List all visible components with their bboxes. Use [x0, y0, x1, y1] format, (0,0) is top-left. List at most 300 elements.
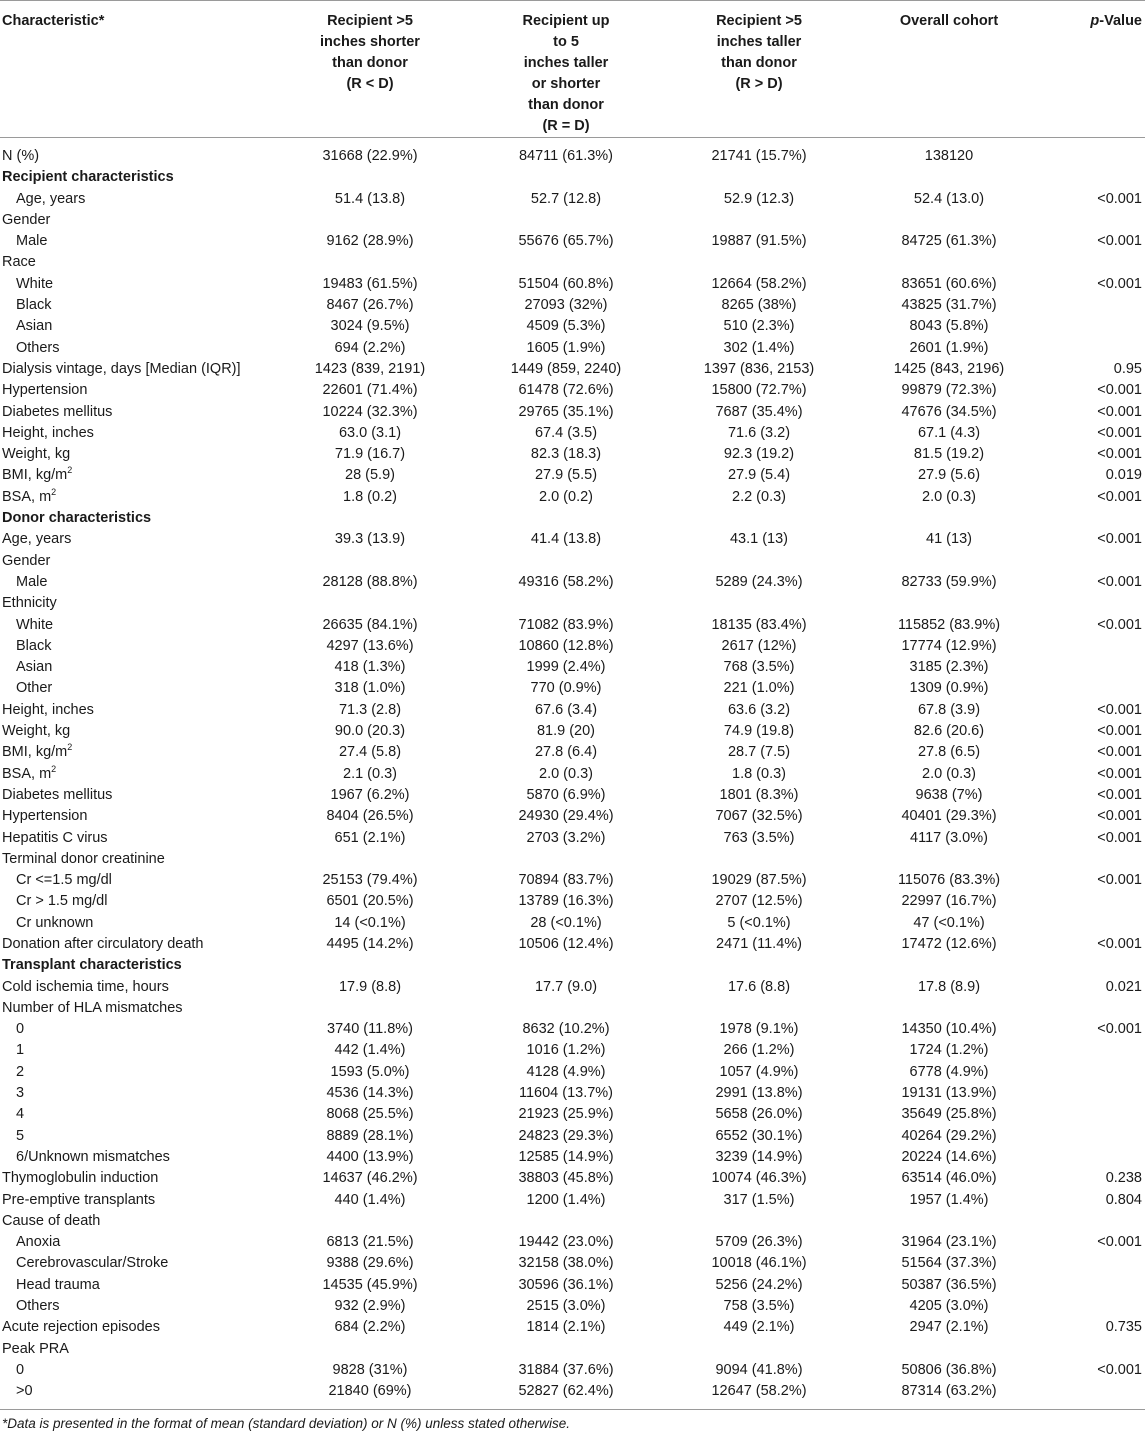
table-row	[0, 231, 1145, 252]
section-title: Transplant characteristics	[2, 957, 182, 974]
row-label: Thymoglobulin induction	[2, 1170, 159, 1187]
cell-recipient-similar: 84711 (61.3%)	[518, 148, 614, 164]
cell-recipient-taller: 5709 (26.3%)	[715, 1234, 803, 1251]
row-label: 0	[16, 1021, 25, 1038]
row-label: Age, years	[16, 190, 86, 207]
cell-overall-cohort: 27.9 (5.6)	[917, 467, 981, 484]
cell-overall-cohort	[854, 1211, 1044, 1232]
cell-recipient-taller: 7687 (35.4%)	[715, 403, 803, 420]
cell-p-value	[1044, 1062, 1145, 1083]
cell-overall-cohort: 50387 (36.5%)	[901, 1276, 997, 1293]
cell-overall-cohort: 6778 (4.9%)	[909, 1063, 989, 1080]
cell-recipient-shorter: 31668 (22.9%)	[322, 148, 418, 164]
header-overall-cohort: Overall cohort	[854, 1, 1044, 138]
table-row	[0, 465, 1145, 486]
row-label: Others	[16, 1298, 60, 1315]
cell-p-value	[1044, 1253, 1145, 1274]
cell-recipient-shorter: 9162 (28.9%)	[326, 233, 414, 250]
cell-overall-cohort: 2.0 (0.3)	[922, 488, 976, 505]
table-row	[0, 338, 1145, 359]
cell-recipient-taller: 5289 (24.3%)	[715, 573, 803, 590]
table-row	[0, 998, 1145, 1019]
cell-recipient-similar	[468, 849, 664, 870]
cell-overall-cohort	[854, 210, 1044, 231]
table-row	[0, 636, 1145, 657]
cell-recipient-shorter: 4495 (14.2%)	[326, 935, 414, 952]
cell-recipient-similar: 1999 (2.4%)	[526, 659, 606, 676]
cell-p-value: <0.001	[1097, 616, 1142, 633]
table-row	[0, 1062, 1145, 1083]
cell-recipient-similar	[468, 252, 664, 273]
cell-recipient-shorter: 71.3 (2.8)	[338, 701, 402, 718]
cell-recipient-taller: 221 (1.0%)	[723, 680, 795, 697]
row-label: 0	[16, 1361, 25, 1378]
cell-recipient-taller	[664, 849, 854, 870]
cell-overall-cohort	[854, 1339, 1044, 1360]
cell-recipient-shorter	[272, 1211, 468, 1232]
cell-overall-cohort: 9638 (7%)	[915, 786, 983, 803]
cell-recipient-similar: 19442 (23.0%)	[518, 1234, 614, 1251]
cell-recipient-similar: 2703 (3.2%)	[526, 829, 606, 846]
cell-recipient-taller: 510 (2.3%)	[723, 318, 795, 335]
cell-p-value	[1044, 636, 1145, 657]
cell-overall-cohort: 43825 (31.7%)	[901, 297, 997, 314]
cell-recipient-taller: 2991 (13.8%)	[715, 1085, 803, 1102]
cell-recipient-shorter: 932 (2.9%)	[334, 1298, 406, 1315]
row-label: BSA, $m^2$	[2, 763, 57, 782]
row-label: Donation after circulatory death	[2, 935, 204, 952]
cell-recipient-taller: 1978 (9.1%)	[719, 1021, 799, 1038]
cell-p-value: <0.001	[1097, 403, 1142, 420]
table-row	[0, 1339, 1145, 1360]
cell-recipient-taller: 302 (1.4%)	[723, 339, 795, 356]
cell-recipient-shorter: 8467 (26.7%)	[326, 297, 414, 314]
cell-recipient-taller: 5658 (26.0%)	[715, 1106, 803, 1123]
row-label: Acute rejection episodes	[2, 1319, 160, 1336]
cell-recipient-taller: 92.3 (19.2)	[723, 446, 795, 463]
cell-overall-cohort: 35649 (25.8%)	[901, 1106, 997, 1123]
row-label: BSA, $m^2$	[2, 486, 57, 505]
cell-recipient-similar: 1605 (1.9%)	[526, 339, 606, 356]
table-row	[0, 828, 1145, 849]
cell-recipient-similar: 81.9 (20)	[536, 723, 596, 740]
row-label: Asian	[16, 659, 53, 676]
cell-recipient-shorter: 22601 (71.4%)	[322, 382, 418, 399]
row-label: Asian	[16, 318, 53, 335]
header-characteristic: Characteristic*	[0, 1, 272, 138]
cell-recipient-taller	[664, 1339, 854, 1360]
cell-recipient-shorter: 418 (1.3%)	[334, 659, 406, 676]
cell-recipient-similar: 2515 (3.0%)	[526, 1298, 606, 1315]
cell-p-value: <0.001	[1097, 1361, 1142, 1378]
cell-recipient-similar: 61478 (72.6%)	[518, 382, 614, 399]
row-label: Dialysis vintage, days [Median (IQR)]	[2, 360, 241, 377]
cell-overall-cohort: 47 (<0.1%)	[913, 914, 985, 931]
cell-recipient-shorter: 90.0 (20.3)	[334, 723, 406, 740]
cell-p-value: 0.804	[1105, 1191, 1142, 1208]
cell-recipient-taller	[664, 1211, 854, 1232]
cell-recipient-taller: 74.9 (19.8)	[723, 723, 795, 740]
cell-recipient-shorter: 9388 (29.6%)	[326, 1255, 414, 1272]
cell-p-value	[1044, 1211, 1145, 1232]
cell-overall-cohort	[854, 998, 1044, 1019]
cell-p-value	[1044, 1275, 1145, 1296]
cell-recipient-taller: 2617 (12%)	[721, 637, 797, 654]
cell-p-value: <0.001	[1097, 786, 1142, 803]
cell-recipient-shorter: 6501 (20.5%)	[326, 893, 414, 910]
cell-recipient-taller: 3239 (14.9%)	[715, 1148, 803, 1165]
cell-recipient-shorter	[272, 210, 468, 231]
cell-recipient-shorter: 28128 (88.8%)	[322, 573, 418, 590]
cell-recipient-similar: 1449 (859, 2240)	[510, 360, 622, 377]
table-row	[0, 742, 1145, 763]
row-label: Height, inches	[2, 424, 94, 441]
cell-recipient-shorter	[272, 252, 468, 273]
cell-recipient-shorter: 14535 (45.9%)	[322, 1276, 418, 1293]
cell-recipient-taller: 6552 (30.1%)	[715, 1127, 803, 1144]
row-label: 3	[16, 1085, 25, 1102]
table-row	[0, 487, 1145, 508]
cell-recipient-similar: 55676 (65.7%)	[518, 233, 614, 250]
cell-recipient-shorter: 694 (2.2%)	[334, 339, 406, 356]
cell-recipient-similar: 1200 (1.4%)	[526, 1191, 606, 1208]
cell-recipient-shorter: 10224 (32.3%)	[322, 403, 418, 420]
cell-p-value: 0.735	[1105, 1319, 1142, 1336]
cell-recipient-shorter	[272, 1339, 468, 1360]
row-label: N (%)	[2, 148, 40, 164]
section-header-row	[0, 955, 1145, 976]
cell-p-value: <0.001	[1097, 190, 1142, 207]
cell-recipient-shorter: 442 (1.4%)	[334, 1042, 406, 1059]
cell-recipient-taller: 43.1 (13)	[729, 531, 789, 548]
cell-p-value	[1044, 1296, 1145, 1317]
cell-overall-cohort: 3185 (2.3%)	[909, 659, 989, 676]
cell-p-value	[1044, 316, 1145, 337]
cell-overall-cohort: 40264 (29.2%)	[901, 1127, 997, 1144]
cell-recipient-similar: 1016 (1.2%)	[526, 1042, 606, 1059]
cell-recipient-taller: 28.7 (7.5)	[727, 744, 791, 761]
cell-overall-cohort: 87314 (63.2%)	[901, 1383, 997, 1400]
section-header-row	[0, 508, 1145, 529]
cell-p-value	[1044, 252, 1145, 273]
cell-recipient-similar: 29765 (35.1%)	[518, 403, 614, 420]
cell-overall-cohort: 81.5 (19.2)	[913, 446, 985, 463]
row-label: Cr > 1.5 mg/dl	[16, 893, 108, 910]
row-label: Cr <=1.5 mg/dl	[16, 872, 112, 889]
cell-recipient-shorter: 63.0 (3.1)	[338, 424, 402, 441]
cell-overall-cohort: 22997 (16.7%)	[901, 893, 997, 910]
table-header	[0, 1, 1145, 138]
cell-recipient-shorter: 4536 (14.3%)	[326, 1085, 414, 1102]
cell-recipient-similar: 11604 (13.7%)	[518, 1085, 614, 1102]
cell-overall-cohort: 84725 (61.3%)	[901, 233, 997, 250]
row-label: BMI, $kg/m^2$	[2, 465, 73, 484]
cell-recipient-similar: 52.7 (12.8)	[530, 190, 602, 207]
cell-recipient-similar: 49316 (58.2%)	[518, 573, 614, 590]
cell-overall-cohort: 50806 (36.8%)	[901, 1361, 997, 1378]
cell-overall-cohort: 82.6 (20.6)	[913, 723, 985, 740]
table-row	[0, 870, 1145, 891]
cell-p-value: <0.001	[1097, 382, 1142, 399]
cell-p-value	[1044, 210, 1145, 231]
cell-recipient-shorter: 9828 (31%)	[332, 1361, 408, 1378]
table-row	[0, 316, 1145, 337]
cell-p-value: <0.001	[1097, 1021, 1142, 1038]
cell-recipient-shorter: 4297 (13.6%)	[326, 637, 414, 654]
cell-p-value: <0.001	[1097, 1234, 1142, 1251]
table-row	[0, 913, 1145, 934]
header-recipient-taller: Recipient >5 inches taller than donor (R > D)	[664, 1, 854, 138]
cell-p-value	[1044, 338, 1145, 359]
cell-recipient-similar: 32158 (38.0%)	[518, 1255, 614, 1272]
cell-overall-cohort: 8043 (5.8%)	[909, 318, 989, 335]
cell-overall-cohort: 17774 (12.9%)	[901, 637, 997, 654]
table-row	[0, 572, 1145, 593]
cell-recipient-taller: 1397 (836, 2153)	[703, 360, 815, 377]
cell-overall-cohort: 83651 (60.6%)	[901, 275, 997, 292]
cell-recipient-similar: 70894 (83.7%)	[518, 872, 614, 889]
row-label: Diabetes mellitus	[2, 403, 113, 420]
cell-recipient-taller	[664, 210, 854, 231]
cell-recipient-similar: 24823 (29.3%)	[518, 1127, 614, 1144]
cell-recipient-similar	[468, 551, 664, 572]
cell-recipient-shorter: 21840 (69%)	[328, 1383, 412, 1400]
cell-overall-cohort: 67.1 (4.3)	[917, 424, 981, 441]
cell-p-value	[1044, 1083, 1145, 1104]
cell-overall-cohort	[854, 252, 1044, 273]
cell-p-value: <0.001	[1097, 424, 1142, 441]
cell-recipient-taller: 18135 (83.4%)	[711, 616, 807, 633]
cell-overall-cohort: 115852 (83.9%)	[897, 616, 1001, 633]
cell-recipient-similar	[468, 998, 664, 1019]
cell-recipient-similar: 10860 (12.8%)	[518, 637, 614, 654]
cell-recipient-shorter: 71.9 (16.7)	[334, 446, 406, 463]
cell-recipient-similar: 41.4 (13.8)	[530, 531, 602, 548]
table-row	[0, 657, 1145, 678]
cell-recipient-shorter: 651 (2.1%)	[334, 829, 406, 846]
table-row	[0, 700, 1145, 721]
row-label: Anoxia	[16, 1234, 61, 1251]
cell-recipient-similar: 5870 (6.9%)	[526, 786, 606, 803]
cell-recipient-taller: 15800 (72.7%)	[711, 382, 807, 399]
row-label: Peak PRA	[2, 1340, 69, 1357]
section-title: Donor characteristics	[2, 510, 152, 527]
row-label: 1	[16, 1042, 25, 1059]
table-row	[0, 1083, 1145, 1104]
header-p-value: p-Value	[1044, 1, 1145, 138]
cell-p-value: <0.001	[1097, 808, 1142, 825]
cell-overall-cohort: 20224 (14.6%)	[901, 1148, 997, 1165]
cell-p-value	[1044, 295, 1145, 316]
cell-p-value	[1044, 849, 1145, 870]
cell-overall-cohort: 82733 (59.9%)	[901, 573, 997, 590]
table-row	[0, 423, 1145, 444]
table-row	[0, 1147, 1145, 1168]
row-label: 4	[16, 1106, 25, 1123]
cell-recipient-similar: 17.7 (9.0)	[534, 978, 598, 995]
table-row	[0, 380, 1145, 401]
cell-recipient-similar: 51504 (60.8%)	[518, 275, 614, 292]
cell-recipient-similar: 1814 (2.1%)	[526, 1319, 606, 1336]
table-row	[0, 402, 1145, 423]
table-row	[0, 764, 1145, 785]
cell-p-value: <0.001	[1097, 233, 1142, 250]
cell-recipient-taller: 1801 (8.3%)	[719, 786, 799, 803]
table-row	[0, 1232, 1145, 1253]
table-row	[0, 359, 1145, 380]
row-label: Cold ischemia time, hours	[2, 978, 169, 995]
table-row	[0, 1019, 1145, 1040]
cell-recipient-shorter: 3024 (9.5%)	[330, 318, 410, 335]
row-label: BMI, $kg/m^2$	[2, 742, 73, 761]
row-label: Hypertension	[2, 808, 88, 825]
table-row	[0, 1381, 1145, 1408]
table-row	[0, 444, 1145, 465]
cell-overall-cohort: 2947 (2.1%)	[909, 1319, 989, 1336]
cell-recipient-taller: 10074 (46.3%)	[711, 1170, 807, 1187]
cell-recipient-shorter: 8404 (26.5%)	[326, 808, 414, 825]
cell-recipient-taller: 9094 (41.8%)	[715, 1361, 803, 1378]
cell-recipient-shorter: 39.3 (13.9)	[334, 531, 406, 548]
table-row	[0, 1104, 1145, 1125]
table-row	[0, 189, 1145, 210]
row-label: Terminal donor creatinine	[2, 850, 165, 867]
cell-p-value	[1044, 1040, 1145, 1061]
cell-overall-cohort: 1724 (1.2%)	[909, 1042, 989, 1059]
cell-overall-cohort: 4205 (3.0%)	[909, 1298, 989, 1315]
cell-p-value: <0.001	[1097, 488, 1142, 505]
cell-recipient-similar: 27093 (32%)	[524, 297, 608, 314]
cell-recipient-taller: 8265 (38%)	[721, 297, 797, 314]
cell-recipient-shorter	[272, 593, 468, 614]
cell-recipient-similar: 2.0 (0.2)	[539, 488, 593, 505]
cell-recipient-shorter: 3740 (11.8%)	[327, 1021, 413, 1038]
cell-overall-cohort: 17472 (12.6%)	[901, 935, 997, 952]
row-label: Others	[16, 339, 60, 356]
cell-overall-cohort: 41 (13)	[926, 531, 972, 548]
cell-recipient-similar: 27.9 (5.5)	[534, 467, 598, 484]
cell-p-value	[1044, 138, 1145, 168]
row-label: Cr unknown	[16, 914, 94, 931]
cell-p-value	[1044, 593, 1145, 614]
row-label: Head trauma	[16, 1276, 100, 1293]
cell-p-value	[1044, 678, 1145, 699]
cell-recipient-shorter: 14637 (46.2%)	[322, 1170, 418, 1187]
cell-recipient-taller: 2707 (12.5%)	[715, 893, 803, 910]
cell-recipient-similar: 8632 (10.2%)	[522, 1021, 610, 1038]
row-label: Gender	[2, 552, 51, 569]
cell-recipient-shorter: 19483 (61.5%)	[322, 275, 418, 292]
cell-recipient-taller: 1.8 (0.3)	[732, 765, 786, 782]
cell-recipient-shorter: 1967 (6.2%)	[330, 786, 410, 803]
table-row	[0, 806, 1145, 827]
cell-p-value: <0.001	[1097, 573, 1142, 590]
cell-p-value: <0.001	[1097, 531, 1142, 548]
cell-overall-cohort: 31964 (23.1%)	[901, 1234, 997, 1251]
cell-recipient-taller: 27.9 (5.4)	[727, 467, 791, 484]
row-label: Weight, kg	[2, 446, 71, 463]
table-row	[0, 295, 1145, 316]
row-label: 6/Unknown mismatches	[16, 1148, 170, 1165]
cell-overall-cohort: 51564 (37.3%)	[901, 1255, 997, 1272]
cell-overall-cohort	[854, 593, 1044, 614]
cell-recipient-similar: 24930 (29.4%)	[518, 808, 614, 825]
table-row	[0, 529, 1145, 550]
cell-recipient-shorter: 28 (5.9)	[345, 467, 395, 484]
cell-overall-cohort: 47676 (34.5%)	[901, 403, 997, 420]
cell-recipient-taller: 768 (3.5%)	[723, 659, 795, 676]
row-label: Weight, kg	[2, 723, 71, 740]
table-row	[0, 210, 1145, 231]
table-row	[0, 977, 1145, 998]
header-recipient-shorter: Recipient >5 inches shorter than donor (R < D)	[272, 1, 468, 138]
cell-p-value: <0.001	[1097, 872, 1142, 889]
table-row	[0, 1211, 1145, 1232]
cell-overall-cohort: 99879 (72.3%)	[901, 382, 997, 399]
cell-overall-cohort: 4117 (3.0%)	[910, 829, 988, 846]
cell-recipient-taller: 5256 (24.2%)	[715, 1276, 803, 1293]
table-row	[0, 785, 1145, 806]
cell-recipient-taller	[664, 998, 854, 1019]
cell-recipient-taller: 10018 (46.1%)	[711, 1255, 807, 1272]
cell-p-value	[1044, 1104, 1145, 1125]
row-label: Ethnicity	[2, 595, 57, 612]
cell-recipient-shorter: 25153 (79.4%)	[322, 872, 418, 889]
cell-recipient-taller: 7067 (32.5%)	[715, 808, 803, 825]
cell-p-value	[1044, 998, 1145, 1019]
cell-recipient-shorter: 17.9 (8.8)	[338, 978, 402, 995]
header-recipient-similar: Recipient up to 5 inches taller or shorter than donor (R = D)	[468, 1, 664, 138]
row-label: Cerebrovascular/Stroke	[16, 1255, 169, 1272]
table-row	[0, 1040, 1145, 1061]
cell-p-value	[1044, 1147, 1145, 1168]
table-row	[0, 615, 1145, 636]
cell-recipient-taller: 21741 (15.7%)	[711, 148, 807, 164]
table-row	[0, 1126, 1145, 1147]
cell-recipient-taller	[664, 252, 854, 273]
row-label: Gender	[2, 211, 51, 228]
cell-p-value: <0.001	[1097, 275, 1142, 292]
row-label: Male	[16, 573, 48, 590]
row-label: Height, inches	[2, 701, 94, 718]
cell-recipient-taller: 266 (1.2%)	[723, 1042, 795, 1059]
cell-p-value: <0.001	[1097, 935, 1142, 952]
row-label: Black	[16, 637, 52, 654]
cell-overall-cohort: 52.4 (13.0)	[913, 190, 985, 207]
cell-recipient-similar: 67.6 (3.4)	[534, 701, 598, 718]
cell-recipient-shorter: 8068 (25.5%)	[326, 1106, 414, 1123]
cell-p-value: <0.001	[1097, 723, 1142, 740]
cell-recipient-similar: 31884 (37.6%)	[518, 1361, 614, 1378]
cell-recipient-similar: 2.0 (0.3)	[539, 765, 593, 782]
cell-p-value	[1044, 1339, 1145, 1360]
cell-recipient-taller: 317 (1.5%)	[723, 1191, 795, 1208]
cell-recipient-similar	[468, 1339, 664, 1360]
cell-recipient-taller: 52.9 (12.3)	[723, 190, 795, 207]
row-label: White	[16, 275, 54, 292]
cell-overall-cohort: 17.8 (8.9)	[917, 978, 981, 995]
row-label: 5	[16, 1127, 25, 1144]
row-label: Other	[16, 680, 53, 697]
table-row	[0, 252, 1145, 273]
row-label: Black	[16, 297, 52, 314]
row-label: >0	[16, 1383, 33, 1400]
cell-recipient-taller: 19887 (91.5%)	[711, 233, 807, 250]
cell-recipient-taller: 63.6 (3.2)	[727, 701, 791, 718]
cell-recipient-taller: 12664 (58.2%)	[711, 275, 807, 292]
cell-recipient-shorter: 27.4 (5.8)	[338, 744, 402, 761]
cell-recipient-shorter: 8889 (28.1%)	[326, 1127, 414, 1144]
